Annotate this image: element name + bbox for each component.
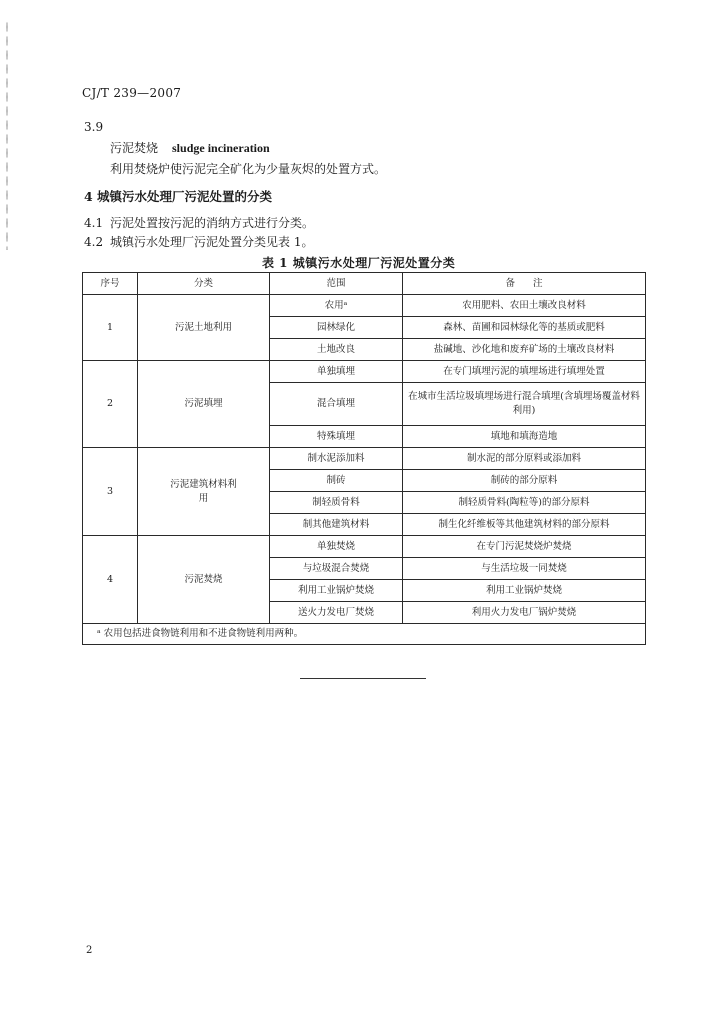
term-definition: 利用焚烧炉使污泥完全矿化为少量灰烬的处置方式。 bbox=[110, 162, 387, 176]
group-number: 2 bbox=[83, 361, 138, 448]
scope-cell: 特殊填埋 bbox=[270, 426, 403, 448]
page-number: 2 bbox=[86, 945, 93, 956]
section-3-9-number: 3.9 bbox=[84, 120, 104, 134]
clause-4-2-text: 城镇污水处理厂污泥处置分类见表 1。 bbox=[110, 235, 314, 249]
remarks-cell: 制轻质骨料(陶粒等)的部分原料 bbox=[403, 492, 646, 514]
standard-code-header: CJ/T 239—2007 bbox=[82, 86, 182, 100]
term-english: sludge incineration bbox=[172, 141, 270, 155]
scope-cell: 制轻质骨料 bbox=[270, 492, 403, 514]
scope-cell: 送火力发电厂焚烧 bbox=[270, 602, 403, 624]
end-of-text-rule bbox=[300, 678, 426, 679]
table-header-row bbox=[83, 273, 646, 295]
remarks-cell: 盐碱地、沙化地和废弃矿场的土壤改良材料 bbox=[403, 339, 646, 361]
group-number: 4 bbox=[83, 536, 138, 624]
group-category bbox=[138, 448, 270, 536]
clause-4-1 bbox=[84, 214, 314, 231]
remarks-cell: 制生化纤维板等其他建筑材料的部分原料 bbox=[403, 514, 646, 536]
term-entry bbox=[110, 139, 270, 156]
group-category: 污泥土地利用 bbox=[138, 295, 270, 361]
remarks-cell: 森林、苗圃和园林绿化等的基质或肥料 bbox=[403, 317, 646, 339]
scope-cell: 利用工业锅炉焚烧 bbox=[270, 580, 403, 602]
remarks-cell: 制水泥的部分原料或添加料 bbox=[403, 448, 646, 470]
table-caption: 表 1 城镇污水处理厂污泥处置分类 bbox=[262, 256, 456, 270]
table-row bbox=[83, 361, 646, 383]
header-scope: 范围 bbox=[270, 273, 403, 295]
table-footnote-row bbox=[83, 624, 646, 645]
group-category: 污泥焚烧 bbox=[138, 536, 270, 624]
remarks-cell: 农用肥料、农田土壤改良材料 bbox=[403, 295, 646, 317]
table-row bbox=[83, 295, 646, 317]
remarks-cell: 填地和填海造地 bbox=[403, 426, 646, 448]
remarks-cell: 与生活垃圾一同焚烧 bbox=[403, 558, 646, 580]
group-number: 3 bbox=[83, 448, 138, 536]
remarks-cell: 利用工业锅炉焚烧 bbox=[403, 580, 646, 602]
scope-cell: 制砖 bbox=[270, 470, 403, 492]
scope-cell: 农用ᵃ bbox=[270, 295, 403, 317]
remarks-cell: 在城市生活垃圾填埋场进行混合填埋(含填埋场覆盖材料利用) bbox=[403, 383, 646, 426]
scope-cell: 单独焚烧 bbox=[270, 536, 403, 558]
scope-cell: 混合填埋 bbox=[270, 383, 403, 426]
header-category: 分类 bbox=[138, 273, 270, 295]
scope-cell: 园林绿化 bbox=[270, 317, 403, 339]
table-footnote: ᵃ 农用包括进食物链利用和不进食物链利用两种。 bbox=[83, 624, 646, 645]
scope-cell: 与垃圾混合焚烧 bbox=[270, 558, 403, 580]
remarks-cell: 在专门污泥焚烧炉焚烧 bbox=[403, 536, 646, 558]
clause-4-1-number: 4.1 bbox=[84, 216, 104, 230]
scope-cell: 单独填埋 bbox=[270, 361, 403, 383]
group-number: 1 bbox=[83, 295, 138, 361]
group-category: 污泥填埋 bbox=[138, 361, 270, 448]
scan-margin-dots bbox=[6, 20, 8, 250]
table-row bbox=[83, 536, 646, 558]
sludge-disposal-table bbox=[82, 272, 646, 645]
scope-cell: 土地改良 bbox=[270, 339, 403, 361]
remarks-cell: 制砖的部分原料 bbox=[403, 470, 646, 492]
scope-cell: 制其他建筑材料 bbox=[270, 514, 403, 536]
section-4-heading: 4 城镇污水处理厂污泥处置的分类 bbox=[84, 189, 273, 204]
remarks-cell: 在专门填埋污泥的填埋场进行填埋处置 bbox=[403, 361, 646, 383]
clause-4-2-number: 4.2 bbox=[84, 235, 104, 249]
header-remarks: 备 注 bbox=[403, 273, 646, 295]
group-category-text: 污泥建筑材料利用 bbox=[170, 478, 237, 504]
scope-cell: 制水泥添加料 bbox=[270, 448, 403, 470]
clause-4-2 bbox=[84, 233, 313, 250]
table-row bbox=[83, 448, 646, 470]
clause-4-1-text: 污泥处置按污泥的消纳方式进行分类。 bbox=[110, 216, 315, 230]
term-chinese: 污泥焚烧 bbox=[110, 141, 159, 155]
header-no: 序号 bbox=[83, 273, 138, 295]
remarks-cell: 利用火力发电厂锅炉焚烧 bbox=[403, 602, 646, 624]
